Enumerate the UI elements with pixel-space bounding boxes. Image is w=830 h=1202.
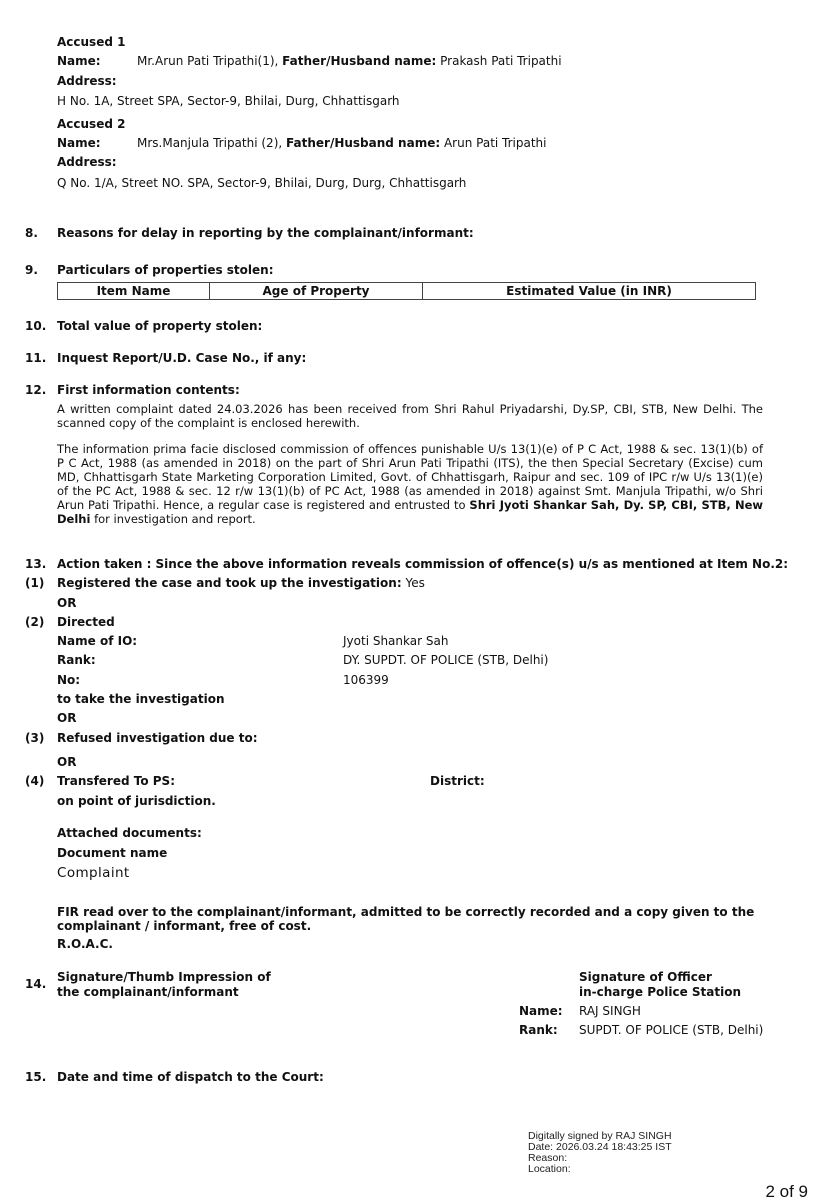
jurisdiction-text: on point of jurisdiction. [57, 794, 216, 808]
accused-1-address-label: Address: [57, 74, 117, 88]
action-2-number: (2) [25, 615, 45, 629]
accused-2-heading: Accused 2 [57, 117, 126, 131]
or-separator-2: OR [57, 711, 77, 725]
io-rank-label: Rank: [57, 653, 96, 667]
sec10-number: 10. [25, 319, 47, 333]
digital-signature-signer: Digitally signed by RAJ SINGH [528, 1130, 672, 1142]
accused-1-name-line [137, 54, 562, 68]
take-investigation-text: to take the investigation [57, 692, 225, 706]
io-number-label: No: [57, 673, 81, 687]
action-1-line [57, 576, 425, 590]
fir-contents-paragraph-1: A written complaint dated 24.03.2026 has been received from Shri Rahul Priyadarshi, Dy.SP, CBI, STB, New Delhi. The scanned copy of the complaint is enclosed herewith. [57, 402, 763, 430]
action-1-value: Yes [405, 576, 425, 590]
accused-2-father-value: Arun Pati Tripathi [443, 136, 547, 150]
col-estimated-value: Estimated Value (in INR) [423, 283, 756, 300]
sec11-label: Inquest Report/U.D. Case No., if any: [57, 351, 307, 365]
action-1-label: Registered the case and took up the investigation: [57, 576, 402, 590]
or-separator-1: OR [57, 596, 77, 610]
action-2-label: Directed [57, 615, 115, 629]
col-item-name: Item Name [58, 283, 210, 300]
district-label: District: [430, 774, 485, 788]
or-separator-3: OR [57, 755, 77, 769]
action-1-number: (1) [25, 576, 45, 590]
sec13-label: Action taken : Since the above information reveals commission of offence(s) u/s as mentioned at Item No.2: [57, 557, 789, 571]
sec15-label: Date and time of dispatch to the Court: [57, 1070, 324, 1084]
sec9-label: Particulars of properties stolen: [57, 263, 274, 277]
action-4-number: (4) [25, 774, 45, 788]
sec9-number: 9. [25, 263, 38, 277]
officer-rank-label: Rank: [519, 1023, 558, 1037]
properties-table [57, 282, 756, 300]
accused-2-name-value: Mrs.Manjula Tripathi (2), [137, 136, 283, 150]
digital-signature-date: Date: 2026.03.24 18:43:25 IST [528, 1141, 672, 1153]
io-rank-value: DY. SUPDT. OF POLICE (STB, Delhi) [343, 653, 549, 667]
sec11-number: 11. [25, 351, 47, 365]
page-number: 2 of 9 [765, 1182, 808, 1201]
accused-2-name-line [137, 136, 547, 150]
accused-2-address-label: Address: [57, 155, 117, 169]
officer-name-label: Name: [519, 1004, 563, 1018]
action-3-number: (3) [25, 731, 45, 745]
accused-1-address: H No. 1A, Street SPA, Sector-9, Bhilai, Durg, Chhattisgarh [57, 94, 400, 108]
accused-1-father-label: Father/Husband name: [282, 54, 437, 68]
sec13-number: 13. [25, 557, 47, 571]
fir-contents-paragraph-2-end: for investigation and report. [90, 512, 256, 526]
attached-documents-label: Attached documents: [57, 826, 202, 840]
col-age-of-property: Age of Property [210, 283, 423, 300]
io-name-value: Jyoti Shankar Sah [343, 634, 449, 648]
sec15-number: 15. [25, 1070, 47, 1084]
officer-signature-label-2: in-charge Police Station [579, 985, 742, 999]
fir-contents-paragraph-2 [57, 442, 763, 526]
properties-table-header [58, 283, 756, 300]
sec8-label: Reasons for delay in reporting by the complainant/informant: [57, 226, 474, 240]
roac-text: R.O.A.C. [57, 937, 113, 951]
entrusted-officer: Shri Jyoti Shankar Sah, Dy. SP, CBI, STB, New Delhi [57, 498, 763, 526]
sec12-label: First information contents: [57, 383, 240, 397]
transfer-ps-label: Transfered To PS: [57, 774, 176, 788]
document-complaint: Complaint [57, 865, 130, 881]
complainant-signature-label-1: Signature/Thumb Impression of [57, 970, 271, 984]
officer-rank-value: SUPDT. OF POLICE (STB, Delhi) [579, 1023, 764, 1037]
accused-1-heading: Accused 1 [57, 35, 126, 49]
officer-name-value: RAJ SINGH [579, 1004, 641, 1018]
accused-1-name-label: Name: [57, 54, 101, 68]
complainant-signature-label-2: the complainant/informant [57, 985, 239, 999]
sec14-number: 14. [25, 977, 47, 991]
accused-2-address: Q No. 1/A, Street NO. SPA, Sector-9, Bhilai, Durg, Durg, Chhattisgarh [57, 176, 467, 190]
sec8-number: 8. [25, 226, 38, 240]
accused-2-father-label: Father/Husband name: [286, 136, 441, 150]
accused-1-father-value: Prakash Pati Tripathi [440, 54, 562, 68]
action-3-label: Refused investigation due to: [57, 731, 258, 745]
sec12-number: 12. [25, 383, 47, 397]
fir-readover-text: FIR read over to the complainant/informant, admitted to be correctly recorded and a copy given to the complainant / informant, free of cost. [57, 905, 755, 933]
accused-2-name-label: Name: [57, 136, 101, 150]
sec10-label: Total value of property stolen: [57, 319, 263, 333]
io-number-value: 106399 [343, 673, 389, 687]
officer-signature-label-1: Signature of Officer [579, 970, 712, 984]
document-name-label: Document name [57, 846, 168, 860]
accused-1-name-value: Mr.Arun Pati Tripathi(1), [137, 54, 279, 68]
digital-signature-reason: Reason: [528, 1152, 568, 1164]
digital-signature-location: Location: [528, 1163, 571, 1175]
io-name-label: Name of IO: [57, 634, 138, 648]
fir-contents-paragraph-2-text: The information prima facie disclosed commission of offences punishable U/s 13(1)(e) of P C Act, 1988 & sec. 13(1)(b) of P C Act, 1988 (as amended in 2018) on the part of Shri Arun Pati Tripathi (ITS), the then Special Secretary (Excise) cum MD, Chhattisgarh State Marketing Corporation Limited, Govt. of Chhattisgarh, Raipur and sec. 109 of IPC r/w U/s 13(1)(e) of the PC Act, 1988 & sec. 12 r/w 13(1)(b) of PC Act, 1988 (as amended in 2018) against Smt. Manjula Tripathi, w/o Shri Arun Pati Tripathi. Hence, a regular case is registered and entrusted to [57, 442, 763, 512]
digital-signature-block [528, 1131, 672, 1175]
